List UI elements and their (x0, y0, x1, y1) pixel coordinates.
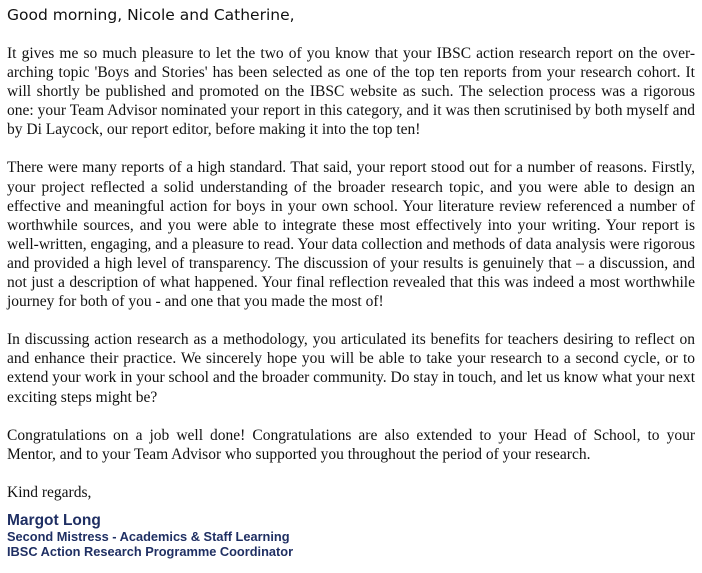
paragraph-selection-announcement: It gives me so much pleasure to let the two of you know that your IBSC action research report on the over-arching topic 'Boys and Stories' has been selected as one of the top ten reports from your research cohort. It will shortly be published and promoted on the IBSC website as such. The selection process was a rigorous one: your Team Advisor nominated your report in this category, and it was then scrutinised by both myself and by Di Laycock, our report editor, before making it into the top ten! (7, 45, 695, 139)
signature-name: Margot Long (7, 511, 101, 529)
email-closing: Kind regards, (7, 483, 92, 501)
paragraph-congratulations: Congratulations on a job well done! Congratulations are also extended to your Head of School, to your Mentor, and to your Team Advisor who supported you throughout the period of your research. (7, 426, 695, 463)
paragraph-methodology: In discussing action research as a methodology, you articulated its benefits for teachers desiring to reflect on and enhance their practice. We sincerely hope you will be able to take your research to a second cycle, or to extend your work in your school and the broader community. Do stay in touch, and let us know what your next exciting steps might be? (7, 331, 695, 406)
signature-role: IBSC Action Research Programme Coordinator (7, 544, 294, 560)
email-greeting: Good morning, Nicole and Catherine, (7, 6, 295, 24)
email-signature (7, 512, 695, 560)
signature-title: Second Mistress - Academics & Staff Learning (7, 528, 290, 544)
email-body (7, 6, 695, 560)
paragraph-report-strengths: There were many reports of a high standard. That said, your report stood out for a number of reasons. Firstly, your project reflected a solid understanding of the broader research topic, and you were able to design an effective and meaningful action for boys in your own school. Your literature review referenced a number of worthwhile sources, and you were able to integrate these most effectively into your writing. Your report is well-written, engaging, and a pleasure to read. Your data collection and methods of data analysis were rigorous and provided a high level of transparency. The discussion of your results is genuinely that – a discussion, and not just a description of what happened. Your final reflection revealed that this was indeed a most worthwhile journey for both of you - and one that you made the most of! (7, 159, 695, 311)
